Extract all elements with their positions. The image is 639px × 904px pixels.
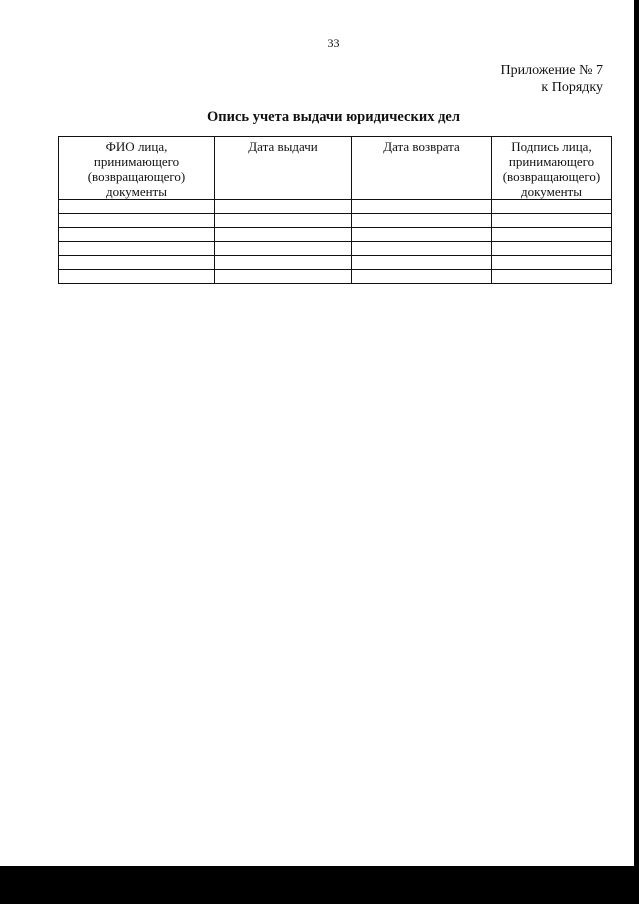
table-cell: [215, 214, 352, 228]
header-line: (возвращающего): [502, 169, 601, 184]
header-line: документы: [106, 184, 167, 199]
header-line: Дата возврата: [383, 139, 460, 154]
header-line: Дата выдачи: [248, 139, 318, 154]
document-title: Опись учета выдачи юридических дел: [207, 109, 460, 125]
table-cell: [215, 256, 352, 270]
table-cell: [215, 228, 352, 242]
table-cell: [492, 270, 612, 284]
header-signature: [492, 137, 612, 200]
table-cell: [492, 214, 612, 228]
table-cell: [215, 242, 352, 256]
page-number: 33: [327, 36, 340, 50]
table-cell: [352, 270, 492, 284]
table-row: [59, 200, 612, 214]
appendix-target: к Порядку: [541, 80, 603, 95]
table-cell: [59, 200, 215, 214]
table-cell: [352, 214, 492, 228]
header-recipient-name: [59, 137, 215, 200]
table-cell: [352, 242, 492, 256]
header-line: (возвращающего): [87, 169, 186, 184]
table-row: [59, 214, 612, 228]
appendix-number: Приложение № 7: [500, 63, 603, 78]
table-cell: [215, 270, 352, 284]
table-cell: [59, 270, 215, 284]
table-cell: [492, 256, 612, 270]
table-cell: [352, 228, 492, 242]
scan-edge-right: [634, 0, 639, 904]
scan-edge-bottom: [0, 866, 639, 904]
header-line: Подпись лица,: [511, 139, 592, 154]
table-row: [59, 242, 612, 256]
table-cell: [215, 200, 352, 214]
table-row: [59, 270, 612, 284]
header-line: принимающего: [508, 154, 595, 169]
table-cell: [492, 200, 612, 214]
issue-register-table: [58, 136, 612, 284]
appendix-reference: [501, 62, 604, 96]
header-issue-date: [215, 137, 352, 200]
header-line: ФИО лица,: [105, 139, 168, 154]
table-cell: [59, 228, 215, 242]
table-header-row: [59, 137, 612, 200]
header-line: документы: [521, 184, 582, 199]
table-body: [59, 200, 612, 284]
header-line: принимающего: [93, 154, 180, 169]
table-row: [59, 228, 612, 242]
table-cell: [59, 214, 215, 228]
table-cell: [59, 256, 215, 270]
table-cell: [492, 242, 612, 256]
table-cell: [492, 228, 612, 242]
table-cell: [59, 242, 215, 256]
table-row: [59, 256, 612, 270]
table-cell: [352, 256, 492, 270]
header-return-date: [352, 137, 492, 200]
table-cell: [352, 200, 492, 214]
